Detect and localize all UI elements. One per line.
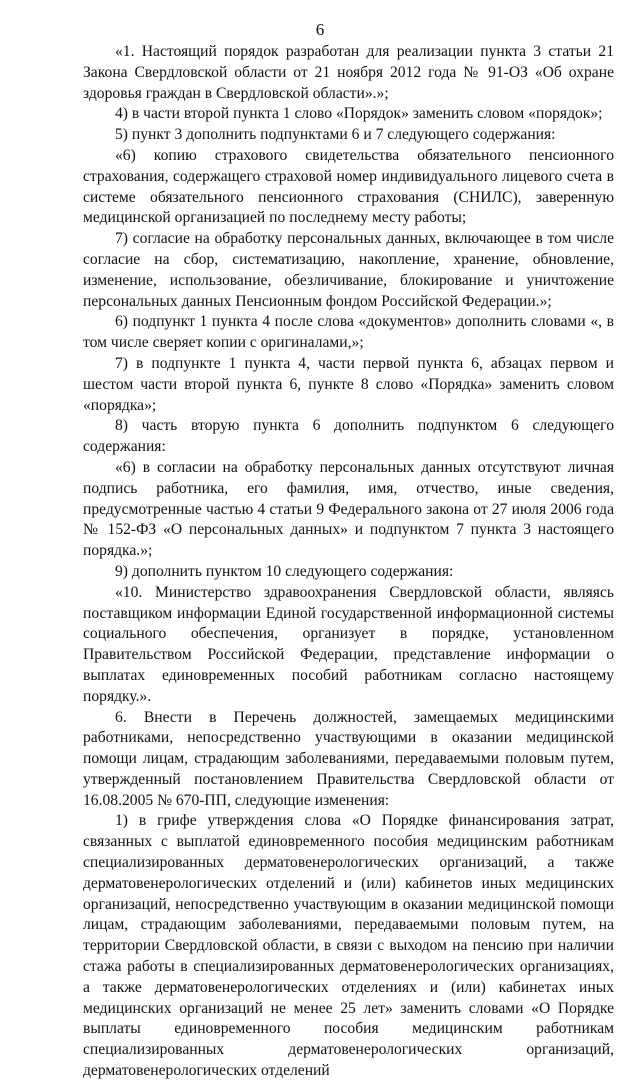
paragraph-subitem-7-consent: 7) согласие на обработку персональных данных, включающее в том числе согласие на сбор, систематизацию, накопление, хранение, обновление, изменение, использование, обезличивание, блокирование и уничтожение персональных данных Пенсионным фондом Российской Федерации.»;: [83, 230, 614, 310]
paragraph-subitem-6-signature: «6) в согласии на обработку персональных данных отсутствуют личная подпись работника, его фамилия, имя, отчество, иные сведения, предусмотренные частью 4 статьи 9 Федерального закона от 27 июля 2006 года № 152-ФЗ «О персональных данных» и подпунктом 7 пункта 3 настоящего порядка.»;: [83, 458, 614, 560]
paragraph-item-6: 6) подпункт 1 пункта 4 после слова «документов» дополнить словами «, в том числе сверяет копии с оригиналами,»;: [83, 313, 614, 352]
paragraph-item-8: 8) часть вторую пункта 6 дополнить подпунктом 6 следующего содержания:: [83, 417, 614, 456]
paragraph-item-9: 9) дополнить пунктом 10 следующего содержания:: [115, 562, 454, 580]
paragraph-clause-1-quote: «1. Настоящий порядок разработан для реализации пункта 3 статьи 21 Закона Свердловской области от 21 ноября 2012 года № 91-ОЗ «Об охране здоровья граждан в Свердловской области».»;: [83, 43, 614, 102]
paragraph-item-4: 4) в части второй пункта 1 слово «Порядок» заменить словом «порядок»;: [115, 105, 603, 123]
paragraph-clause-10-quote: «10. Министерство здравоохранения Свердловской области, являясь поставщиком информации Единой государственной информационной системы социального обеспечения, организует в порядке, установленном Правительством Российской Федерации, представление информации о выплатах единовременных пособий работникам согласно настоящему порядку.».: [83, 583, 614, 705]
document-body: [83, 42, 614, 1082]
paragraph-item-5: 5) пункт 3 дополнить подпунктами 6 и 7 следующего содержания:: [115, 126, 556, 144]
page-number: 6: [315, 20, 325, 39]
paragraph-item-7: 7) в подпункте 1 пункта 4, части первой пункта 6, абзацах первом и шестом части второй пункта 6, пункте 8 слово «Порядка» заменить словом «порядка»;: [83, 354, 614, 414]
paragraph-subitem-6-snils: «6) копию страхового свидетельства обязательного пенсионного страхования, содержащего страховой номер индивидуального лицевого счета в системе обязательного пенсионного страхования (СНИЛС), заверенную медицинской организацией по последнему месту работы;: [83, 146, 614, 227]
paragraph-section-6: 6. Внести в Перечень должностей, замещаемых медицинскими работниками, непосредственно участвующими в оказании медицинской помощи лицам, страдающим заболеваниями, передаваемыми половым путем, утвержденный постановлением Правительства Свердловской области от 16.08.2005 № 670-ПП, следующие изменения:: [83, 708, 614, 809]
paragraph-section-6-item-1: 1) в грифе утверждения слова «О Порядке финансирования затрат, связанных с выплатой единовременного пособия медицинским работникам специализированных дерматовенерологических организаций, а также дерматовенерологических отделений и (или) кабинетов иных медицинских организаций, непосредственно участвующим в оказании медицинской помощи лицам, страдающим заболеваниями, передаваемыми половым путем, на территории Свердловской области, в связи с выходом на пенсию при наличии стажа работы в специализированных дерматовенерологических организациях, а также дерматовенерологических отделениях и (или) кабинетах иных медицинских организаций не менее 25 лет» заменить словами «О Порядке выплаты единовременного пособия медицинским работникам специализированных дерматовенерологических организаций, дерматовенерологических отделений: [83, 812, 614, 1080]
